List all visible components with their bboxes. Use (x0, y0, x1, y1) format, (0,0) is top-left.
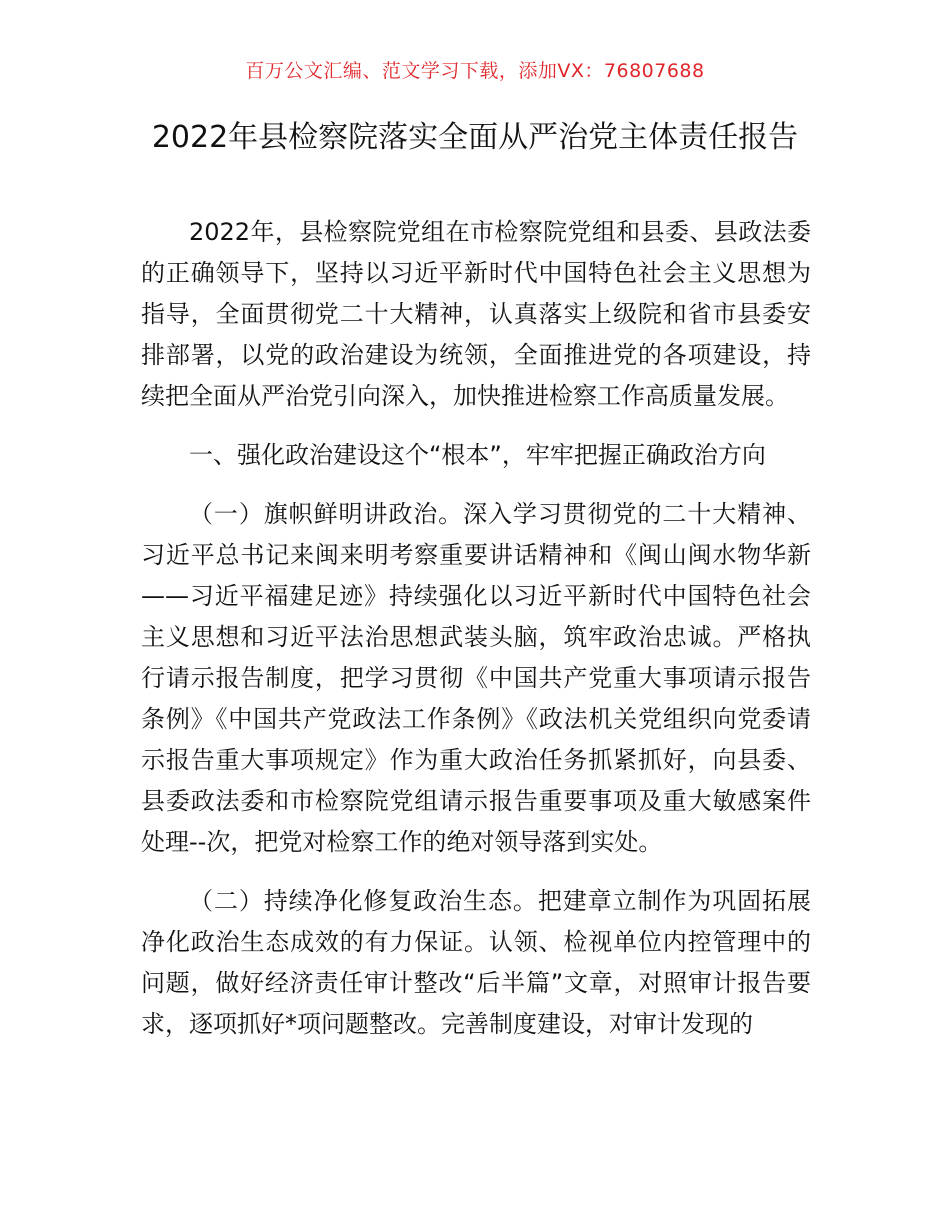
intro-paragraph: 2022年，县检察院党组在市检察院党组和县委、县政法委的正确领导下，坚持以习近平新时代中国特色社会主义思想为指导，全面贯彻党二十大精神，认真落实上级院和省市县委安排部署，以党的政治建设为统领，全面推进党的各项建设，持续把全面从严治党引向深入，加快推进检察工作高质量发展。 (141, 218, 811, 410)
section-1-item-2-paragraph: （二）持续净化修复政治生态。把建章立制作为巩固拓展净化政治生态成效的有力保证。认领、检视单位内控管理中的问题，做好经济责任审计整改“后半篇”文章，对照审计报告要求，逐项抓好*项问题整改。完善制度建设，对审计发现的 (141, 887, 811, 1038)
section-heading-1: 一、强化政治建设这个“根本”，牢牢把握正确政治方向 (189, 441, 766, 469)
document-title: 2022年县检察院落实全面从严治党主体责任报告 (151, 120, 799, 155)
header-note: 百万公文汇编、范文学习下载，添加VX：76807688 (245, 60, 705, 82)
document-body (141, 212, 811, 1063)
section-1-item-1-paragraph: （一）旗帜鲜明讲政治。深入学习贯彻党的二十大精神、习近平总书记来闽来明考察重要讲话精神和《闽山闽水物华新——习近平福建足迹》持续强化以习近平新时代中国特色社会主义思想和习近平法治思想武装头脑，筑牢政治忠诚。严格执行请示报告制度，把学习贯彻《中国共产党重大事项请示报告条例》《中国共产党政法工作条例》《政法机关党组织向党委请示报告重大事项规定》作为重大政治任务抓紧抓好，向县委、县委政法委和市检察院党组请示报告重要事项及重大敏感案件处理--次，把党对检察工作的绝对领导落到实处。 (141, 500, 811, 856)
